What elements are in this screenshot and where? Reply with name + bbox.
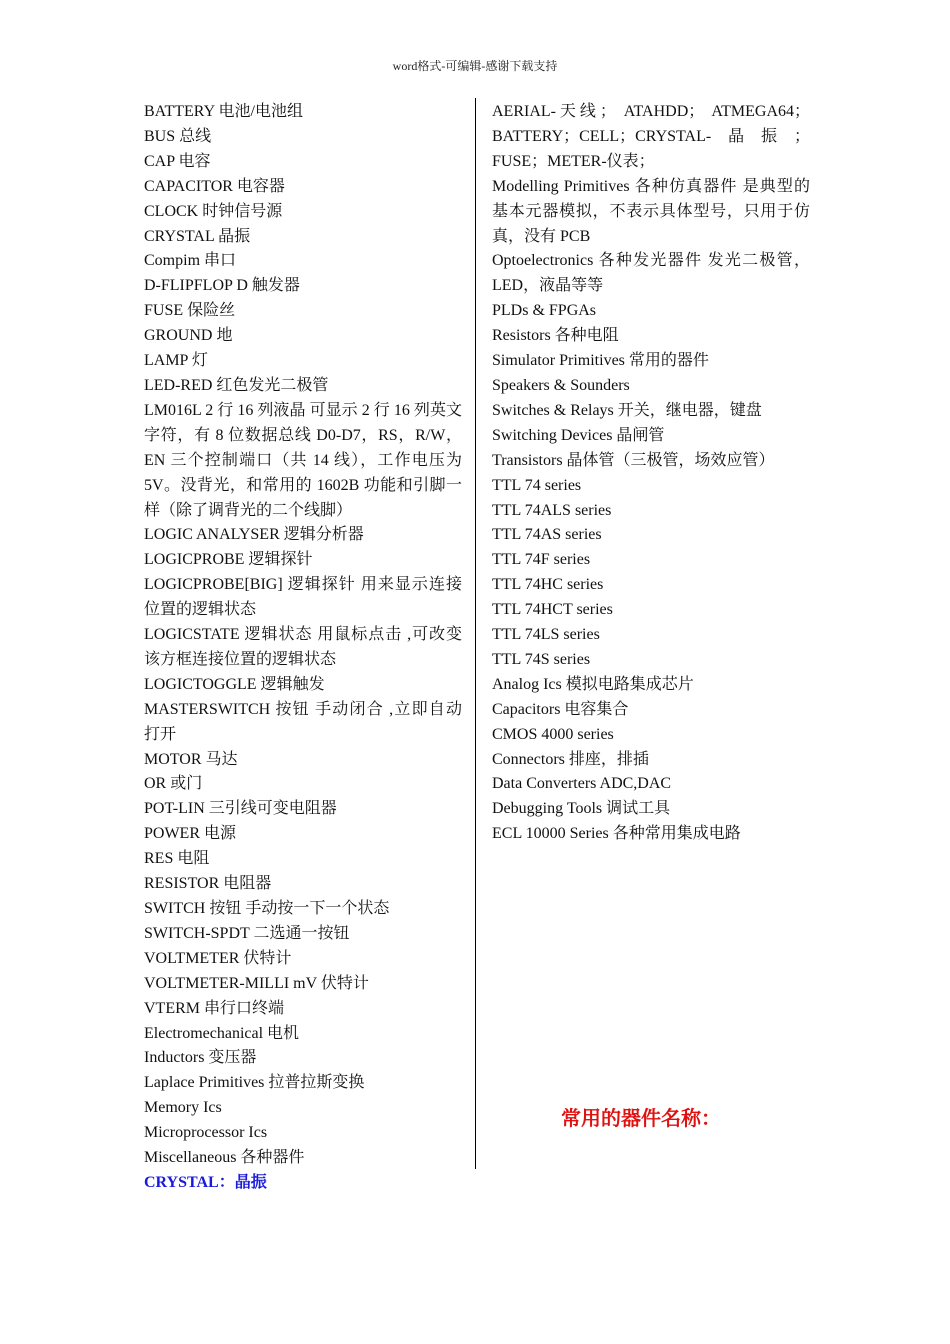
component-entry: ECL 10000 Series 各种常用集成电路 xyxy=(492,825,741,843)
right-column xyxy=(492,100,810,847)
component-entry: AERIAL-天线； ATAHDD； ATMEGA64；BATTERY；CELL；CRYSTAL-晶振；FUSE；METER-仪表； xyxy=(492,103,810,170)
component-entry: LAMP 灯 xyxy=(144,352,208,370)
component-entry: LOGICPROBE 逻辑探针 xyxy=(144,551,313,569)
component-entry: TTL 74LS series xyxy=(492,626,600,644)
component-entry: TTL 74F series xyxy=(492,551,591,569)
component-entry: TTL 74 series xyxy=(492,476,582,494)
component-entry: Memory Ics xyxy=(144,1099,222,1117)
component-entry: LOGIC ANALYSER 逻辑分析器 xyxy=(144,526,364,544)
component-entry: MASTERSWITCH 按钮 手动闭合 ,立即自动打开 xyxy=(144,700,462,743)
component-entry: CAPACITOR 电容器 xyxy=(144,177,285,195)
component-entry: Modelling Primitives 各种仿真器件 是典型的基本元器模拟，不表示具体型号，只用于仿真，没有 PCB xyxy=(492,177,810,245)
component-entry: VOLTMETER 伏特计 xyxy=(144,949,292,967)
component-entry: LED-RED 红色发光二极管 xyxy=(144,376,329,394)
component-entry: TTL 74S series xyxy=(492,650,591,668)
component-entry: LOGICTOGGLE 逻辑触发 xyxy=(144,675,325,693)
component-entry: LOGICSTATE 逻辑状态 用鼠标点击 ,可改变该方框连接位置的逻辑状态 xyxy=(144,626,462,668)
component-entry: POWER 电源 xyxy=(144,825,237,843)
component-entry: Analog Ics 模拟电路集成芯片 xyxy=(492,675,694,693)
component-entry: FUSE 保险丝 xyxy=(144,302,236,320)
component-entry: BUS 总线 xyxy=(144,127,212,145)
component-entry: TTL 74AS series xyxy=(492,526,602,544)
component-entry: Laplace Primitives 拉普拉斯变换 xyxy=(144,1074,365,1092)
component-entry: Transistors 晶体管（三极管，场效应管） xyxy=(492,451,775,469)
component-entry: Connectors 排座，排插 xyxy=(492,750,649,768)
component-entry: PLDs & FPGAs xyxy=(492,302,597,320)
component-entry: SWITCH-SPDT 二选通一按钮 xyxy=(144,924,350,942)
component-entry: OR 或门 xyxy=(144,775,203,793)
column-divider xyxy=(475,98,476,1169)
component-entry: CRYSTAL 晶振 xyxy=(144,227,251,245)
page-header: word格式-可编辑-感谢下载支持 xyxy=(392,59,558,73)
component-entry: SWITCH 按钮 手动按一下一个状态 xyxy=(144,900,390,917)
component-entry: MOTOR 马达 xyxy=(144,750,238,768)
component-entry: VOLTMETER-MILLI mV 伏特计 xyxy=(144,974,369,992)
crystal-footer-label: CRYSTAL：晶振 xyxy=(144,1173,267,1191)
component-entry: Optoelectronics 各种发光器件 发光二极管，LED，液晶等等 xyxy=(492,252,810,295)
component-entry: Resistors 各种电阻 xyxy=(492,327,619,345)
component-entry: GROUND 地 xyxy=(144,327,233,345)
component-entry: Speakers & Sounders xyxy=(492,376,630,394)
component-entry: CAP 电容 xyxy=(144,152,211,170)
component-entry: Debugging Tools 调试工具 xyxy=(492,800,671,818)
component-entry: LOGICPROBE[BIG] 逻辑探针 用来显示连接位置的逻辑状态 xyxy=(144,576,462,619)
component-entry: Inductors 变压器 xyxy=(144,1049,257,1067)
component-entry: Electromechanical 电机 xyxy=(144,1024,300,1042)
left-column xyxy=(144,100,462,1196)
component-entry: Microprocessor Ics xyxy=(144,1124,268,1142)
component-entry: Compim 串口 xyxy=(144,252,237,270)
component-entry: CLOCK 时钟信号源 xyxy=(144,202,283,220)
component-entry: CMOS 4000 series xyxy=(492,725,614,743)
component-entry: Data Converters ADC,DAC xyxy=(492,775,672,793)
component-entry: LM016L 2 行 16 列液晶 可显示 2 行 16 列英文字符，有 8 位数据总线 D0-D7，RS，R/W，EN 三个控制端口（共 14 线），工作电压为 5V。没背光，和常用的 1602B 功能和引脚一样（除了调背光的二个线脚） xyxy=(144,401,462,519)
component-entry: D-FLIPFLOP D 触发器 xyxy=(144,277,300,295)
component-entry: Capacitors 电容集合 xyxy=(492,700,629,718)
section-heading: 常用的器件名称： xyxy=(561,1106,721,1130)
component-entry: TTL 74ALS series xyxy=(492,501,612,519)
component-entry: Simulator Primitives 常用的器件 xyxy=(492,352,709,370)
component-entry: POT-LIN 三引线可变电阻器 xyxy=(144,800,337,818)
component-entry: Miscellaneous 各种器件 xyxy=(144,1149,305,1167)
component-entry: RESISTOR 电阻器 xyxy=(144,875,272,893)
component-entry: Switches & Relays 开关，继电器，键盘 xyxy=(492,401,762,419)
component-entry: VTERM 串行口终端 xyxy=(144,999,285,1017)
component-entry: Switching Devices 晶闸管 xyxy=(492,426,665,444)
component-entry: BATTERY 电池/电池组 xyxy=(144,103,303,120)
component-entry: TTL 74HCT series xyxy=(492,601,613,619)
component-entry: TTL 74HC series xyxy=(492,576,604,594)
component-entry: RES 电阻 xyxy=(144,850,210,868)
